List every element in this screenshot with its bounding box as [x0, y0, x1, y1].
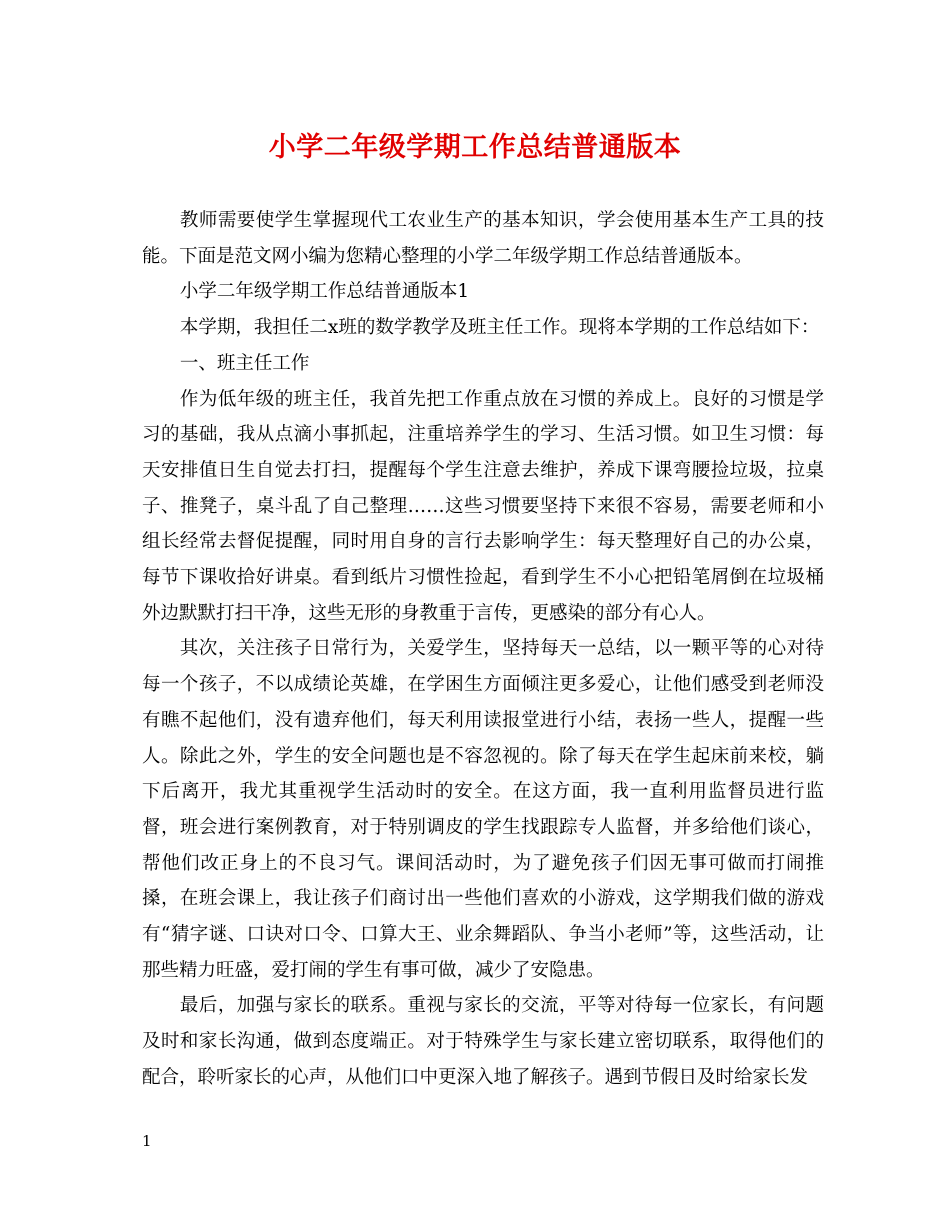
document-body: [142, 203, 824, 1096]
body-paragraph: 其次，关注孩子日常行为，关爱学生，坚持每天一总结，以一颗平等的心对待每一个孩子，不以成绩论英雄，在学困生方面倾注更多爱心，让他们感受到老师没有瞧不起他们，没有遗弃他们，每天利用读报堂进行小结，表扬一些人，提醒一些人。除此之外，学生的安全问题也是不容忽视的。除了每天在学生起床前来校，躺下后离开，我尤其重视学生活动时的安全。在这方面，我一直利用监督员进行监督，班会进行案例教育，对于特别调皮的学生找跟踪专人监督，并多给他们谈心，帮他们改正身上的不良习气。课间活动时，为了避免孩子们因无事可做而打闹推搡，在班会课上，我让孩子们商讨出一些他们喜欢的小游戏，这学期我们做的游戏有“猜字谜、口诀对口令、口算大王、业余舞蹈队、争当小老师”等，这些活动，让那些精力旺盛，爱打闹的学生有事可做，减少了安隐患。: [142, 638, 824, 981]
section-heading: 小学二年级学期工作总结普通版本1: [179, 281, 470, 303]
page-number: 1: [142, 1132, 152, 1150]
subsection-heading: 一、班主任工作: [179, 352, 310, 374]
body-paragraph: 最后，加强与家长的联系。重视与家长的交流，平等对待每一位家长，有问题及时和家长沟通，做到态度端正。对于特殊学生与家长建立密切联系，取得他们的配合，聆听家长的心声，从他们口中更深入地了解孩子。遇到节假日及时给家长发: [142, 995, 824, 1088]
opening-paragraph: 本学期，我担任二x班的数学教学及班主任工作。现将本学期的工作总结如下：: [179, 317, 820, 339]
body-paragraph: 作为低年级的班主任，我首先把工作重点放在习惯的养成上。良好的习惯是学习的基础，我从点滴小事抓起，注重培养学生的学习、生活习惯。如卫生习惯：每天安排值日生自觉去打扫，提醒每个学生注意去维护，养成下课弯腰捡垃圾，拉桌子、推凳子，桌斗乱了自己整理……这些习惯要坚持下来很不容易，需要老师和小组长经常去督促提醒，同时用自身的言行去影响学生：每天整理好自己的办公桌，每节下课收拾好讲桌。看到纸片习惯性捡起，看到学生不小心把铅笔屑倒在垃圾桶外边默默打扫干净，这些无形的身教重于言传，更感染的部分有心人。: [142, 388, 824, 624]
intro-paragraph: 教师需要使学生掌握现代工农业生产的基本知识，学会使用基本生产工具的技能。下面是范文网小编为您精心整理的小学二年级学期工作总结普通版本。: [142, 210, 824, 267]
document-title: 小学二年级学期工作总结普通版本: [268, 132, 682, 163]
